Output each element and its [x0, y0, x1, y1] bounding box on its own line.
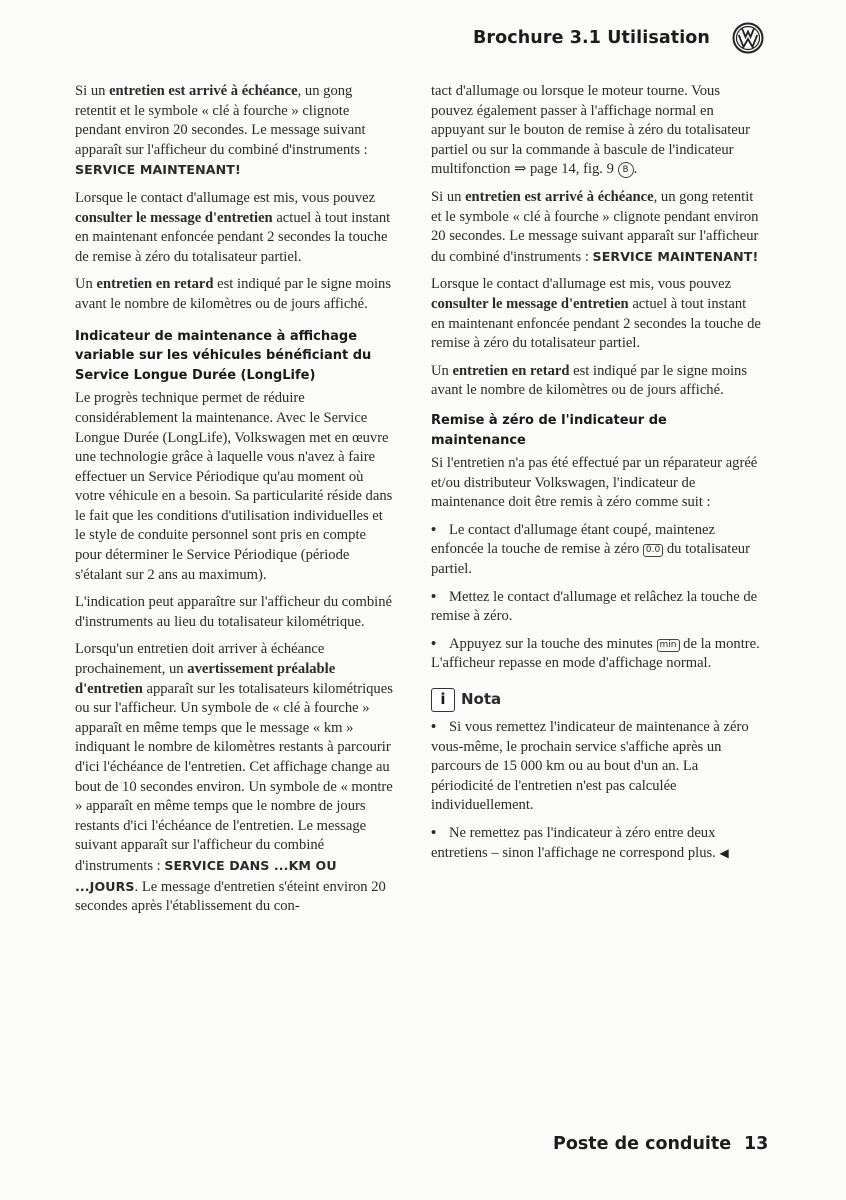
bullet-icon: •	[431, 719, 437, 736]
left-paragraph-consult-message: Lorsque le contact d'allumage est mis, vous pouvez consulter le message d'entretien actuel à tout instant en maintenant enfoncée pendant 2 secondes la touche de remise à zéro du totalisateur partiel.	[75, 189, 391, 265]
list-item-step-3: • Appuyez sur la touche des minutes min de la montre. L'afficheur repasse en mode d'affichage normal.	[431, 635, 760, 672]
left-paragraph-service-due: Si un entretien est arrivé à échéance, un gong retentit et le symbole « clé à fourche » clignote pendant environ 20 secondes. Le message suivant apparaît sur l'afficheur du combiné d'instruments : SERVICE MAINTENANT!	[75, 83, 368, 178]
nota-label: Nota	[461, 690, 502, 709]
right-paragraph-late-service: Un entretien en retard est indiqué par le signe moins avant le nombre de kilomètres ou de jours affiché.	[431, 362, 748, 399]
heading-reset: Remise à zéro de l'indicateur de maintenance	[431, 412, 667, 448]
page-header-title: Brochure 3.1 Utilisation	[472, 28, 710, 48]
bullet-icon: •	[431, 588, 437, 605]
list-item-step-2: • Mettez le contact d'allumage et relâchez la touche de remise à zéro.	[431, 588, 758, 625]
right-paragraph-service-due: Si un entretien est arrivé à échéance, un gong retentit et le symbole « clé à fourche » clignote pendant environ 20 secondes. Le message suivant apparaît sur l'afficheur du combiné d'instruments : SERVICE MAINTENANT!	[431, 188, 759, 265]
bullet-icon: •	[431, 521, 437, 538]
nota-item-1: • Si vous remettez l'indicateur de maintenance à zéro vous-même, le prochain service s'affiche après un parcours de 15 000 km ou au bout d'un an. La périodicité de l'entretien n'est pas calculée individuellement.	[431, 719, 749, 814]
left-paragraph-display-location: L'indication peut apparaître sur l'afficheur du combiné d'instruments au lieu du totalisateur kilométrique.	[75, 594, 393, 630]
right-column	[431, 82, 761, 871]
left-column	[75, 82, 393, 925]
end-of-section-icon: ◀	[719, 845, 729, 860]
list-item-step-1: • Le contact d'allumage étant coupé, maintenez enfoncée la touche de remise à zéro 0.0 du totalisateur partiel.	[431, 521, 750, 578]
right-paragraph-continuation: tact d'allumage ou lorsque le moteur tourne. Vous pouvez également passer à l'affichage normal en appuyant sur le bouton de remise à zéro du totalisateur partiel ou sur la commande à bascule de l'indicateur multifonction ⇒ page 14, fig. 9 B .	[431, 83, 750, 178]
nota-item-2: • Ne remettez pas l'indicateur à zéro entre deux entretiens – sinon l'affichage ne correspond plus. ◀	[431, 825, 729, 861]
page-number: 13	[744, 1134, 769, 1154]
nota-header	[431, 688, 761, 712]
left-paragraph-advance-warning: Lorsqu'un entretien doit arriver à échéance prochainement, un avertissement préalable d'entretien apparaît sur les totalisateurs kilométriques ou sur l'afficheur. Un symbole de « clé à fourche » apparaît en même temps que le message « km » indiquant le nombre de kilomètres restants à parcourir d'ici l'échéance de l'entretien. Cet affichage change au bout de 10 secondes environ. Un symbole de « montre » apparaît en même temps que le nombre de jours restants d'ici l'échéance de l'entretien. Le message suivant apparaît sur l'afficheur du combiné d'instruments : SERVICE DANS ...KM OU ...JOURS. Le message d'entretien s'éteint environ 20 secondes après l'établissement du con-	[75, 641, 393, 915]
volkswagen-logo-icon	[732, 22, 764, 54]
footer-section-title: Poste de conduite	[553, 1134, 732, 1154]
right-paragraph-reset-intro: Si l'entretien n'a pas été effectué par un réparateur agréé et/ou distributeur Volkswagen, l'indicateur de maintenance doit être remis à zéro comme suit :	[431, 455, 758, 511]
figure-ref-b-icon: B	[618, 162, 634, 178]
bullet-icon: •	[431, 825, 437, 841]
info-icon: i	[431, 688, 455, 712]
left-paragraph-technology: Le progrès technique permet de réduire considérablement la maintenance. Avec le Service Longue Durée (LongLife), Volkswagen met en œuvre une technologie grâce à laquelle vous n'avez à faire effectuer un Service Périodique qu'au moment où votre véhicule en a besoin. Sa particularité réside dans le fait que les conditions d'utilisation individuelles et le style de conduite personnel sont pris en compte pour déterminer le Service Périodique (période s'étalant sur 2 ans au maximum).	[75, 390, 393, 583]
heading-longlife: Indicateur de maintenance à affichage variable sur les véhicules bénéficiant du Service Longue Durée (LongLife)	[75, 328, 372, 383]
left-paragraph-late-service: Un entretien en retard est indiqué par le signe moins avant le nombre de kilomètres ou de jours affiché.	[75, 276, 392, 312]
bullet-icon: •	[431, 635, 437, 652]
right-paragraph-consult-message: Lorsque le contact d'allumage est mis, vous pouvez consulter le message d'entretien actuel à tout instant en maintenant enfoncée pendant 2 secondes la touche de remise à zéro du totalisateur partiel.	[431, 276, 761, 352]
minutes-key-icon: min	[657, 639, 680, 652]
reset-key-icon: 0.0	[643, 544, 663, 557]
